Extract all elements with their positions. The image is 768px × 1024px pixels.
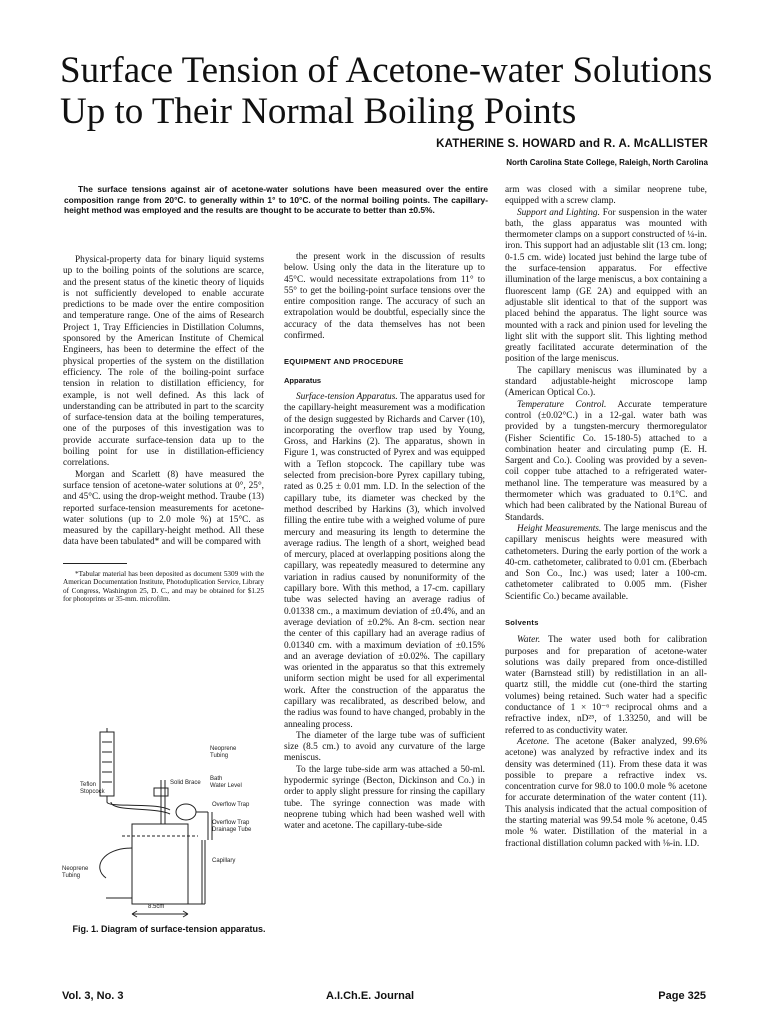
footnote-divider [63, 563, 127, 564]
subsection-heading: Apparatus [284, 375, 322, 385]
label-teflon-stopcock: Teflon Stopcock [80, 782, 105, 795]
paragraph: the present work in the discussion of results below. Using only the data in the literature up to 45°C. would necessitate extrapolations from 11° to 55° to get the boiling-point surface tensions over the entire composition range. The accuracy of such an extrapolation would be doubtful, especially since the accuracy of the data themselves has not been confirmed. [284, 252, 485, 342]
footer-page-number: Page 325 [658, 990, 706, 1002]
paragraph [505, 737, 707, 850]
section-heading: EQUIPMENT AND PROCEDURE [284, 357, 404, 367]
label-capillary: Capillary [212, 858, 236, 864]
paragraph-body: The large meniscus and the capillary meniscus heights were measured with cathetometers. During the early portion of the work a 40-cm. cathetometer, calibrated to 0.01 cm. (Eberbach and Son Co., Inc.) was used; later a 100-cm. cathetometer calibrated to 0.005 mm. (Fisher Scientific Co.) became available. [505, 523, 708, 602]
run-in-heading: Height Measurements. [517, 523, 602, 534]
paragraph: The diameter of the large tube was of sufficient size (8.5 cm.) to avoid any curvature of the large meniscus. [284, 730, 485, 764]
footnote: *Tabular material has been deposited as document 5309 with the American Documentation Institute, Photoduplication Service, Library of Congress, Washington 25, D. C., and may be obtained for $1.25 for photoprints or 35-mm. microfilm. [63, 569, 264, 603]
title-line-1: Surface Tension of Acetone-water Solutions [60, 50, 713, 91]
paragraph-body: The apparatus used for the capillary-height measurement was a modification of the design suggested by Richards and Carver (10), incorporating the overflow trap used by Young, Gross, and Harkins (2). The apparatus, shown in Figure 1, was constructed of Pyrex and was equipped with a Teflon stopcock. The capillary tube was selected from precision-bore Pyrex capillary tubing, rated as 0.25 ± 0.01 mm. I.D. In the selection of the capillary tube, its diameter was checked by the method described by Harkins (3), which involved filling the entire tube with a weighed volume of pure mercury and measuring its length to determine the average radius. The length of a short, weighed bead of mercury, placed at overlapping positions along the capillary, was repeatedly measured to determine any variation in radius caused by nonuniformity of the capillary bore. With this method, a 17-cm. capillary tube was selected having an average radius of 0.01338 cm., a maximum deviation of ±0.4%, and an average deviation of ±0.2%. An 8-cm. section near the center of this capillary had an average radius of 0.01340 cm. with a maximum deviation of ±0.15% and an average deviation of ±0.02%. The capillary was oriented in the apparatus so that this extremely uniform section might be used for all experimental work. After the construction of the apparatus the capillary was recalibrated, as described below, and the radius was found to have changed, probably in the annealing process. [284, 391, 485, 730]
run-in-heading: Support and Lighting. [517, 207, 600, 218]
run-in-heading: Surface-tension Apparatus. [296, 391, 398, 402]
article-title [60, 50, 720, 132]
paragraph-body: The water used both for calibration purposes and for preparation of acetone-water solutions was daily prepared from once-distilled water (Barnstead still) by redistillation in an all-quartz still, the middle cut (one-third the starting volumes) being retained. Such water had a specific conductance of 1 × 10⁻⁶ reciprocal ohms and a refractive index, nD²⁵, of 1.33250, and will be referred to as conductivity water. [505, 635, 707, 736]
figure-caption: Fig. 1. Diagram of surface-tension apparatus. [72, 924, 266, 934]
paragraph-body: For suspension in the water bath, the glass apparatus was mounted with thermometer clamps on a support constructed of ¼-in. iron. This support had an adjustable slit (13 cm. long; 0-1.5 cm. wide) located just behind the large tube of the surface-tension apparatus. For effective illumination of the large meniscus, a box containing a fluorescent lamp (GE 2A) and equipped with an adjustable slit identical to that of the support was placed behind the apparatus. The light source was mounted with a rack and pinion used for leveling the light slit with the support slit. This lighting method greatly facilitated accurate determination of the position of the large meniscus. [505, 207, 708, 365]
overflow-trap [176, 804, 196, 820]
paragraph: The capillary meniscus was illuminated by a standard adjustable-height microscope lamp (American Optical Co.). [505, 365, 707, 399]
author-affiliation: North Carolina State College, Raleigh, North Carolina [506, 158, 708, 167]
label-dimension: 8.5cm [148, 904, 165, 910]
paragraph [284, 392, 485, 731]
paragraph: arm was closed with a similar neoprene tube, equipped with a screw clamp. [505, 185, 707, 207]
paragraph-body: Accurate temperature control (±0.02°C.) in a 12-gal. water bath was provided by a tungsten-mercury thermoregulator (Fisher Scientific Co. 15-180-5) attached to a combination heater and circulating pump (E. H. Sargent and Co.). Cooling was provided by a seven-coil copper tube attached to a refrigerated water-methanol line. The temperature was measured by a thermometer which was graduated to 0.1°C. and which had been calibrated by the National Bureau of Standards. [505, 399, 707, 523]
section-heading: Solvents [505, 617, 539, 627]
paragraph: Morgan and Scarlett (8) have measured the surface tension of acetone-water solutions at 0°, 25°, and 45°C. using the drop-weight method. Traube (13) reported surface-tension measurements for acetone-water solutions (up to 2.0 mole %) at 15°C. as measured by the capillary-height method. All these data have been tabulated* and will be compared with [63, 469, 264, 548]
run-in-heading: Temperature Control. [517, 399, 607, 410]
paragraph [505, 400, 707, 524]
title-line-2: Up to Their Normal Boiling Points [60, 91, 577, 132]
paragraph-body: The acetone (Baker analyzed, 99.6% acetone) was analyzed by refractive index and its density was determined (11). From these data it was possible to prepare a refractive index vs. concentration curve for 98.0 to 100.0 mole % acetone for accurate determination of the water content (11). This analysis indicated that the actual composition of the starting material was 99.54 mole % acetone, 0.45 mole % water. Distillation of the material in a fractional distillation column packed with ⅛-in. I.D. [505, 736, 707, 849]
label-neoprene-tubing-top: Neoprene Tubing [210, 746, 237, 759]
label-overflow-trap: Overflow Trap [212, 802, 250, 808]
paragraph: Physical-property data for binary liquid systems up to the boiling points of the solutions are scarce, and the present status of the kinetic theory of liquids is not sufficiently developed to enable accurate predictions to be made over the entire composition and temperature range. One of the aims of Research Project 1, Tray Efficiencies in Distillation Columns, sponsored by the American Institute of Chemical Engineers, has been to determine the effect of the physical properties of the system on the distillation efficiency. The role of the boiling-point surface tension in relation to distillation efficiency, for example, is not well defined. As this lack of understanding can be attributed in part to the scarcity of surface-tension data at the boiling temperatures, one of the purposes of this investigation was to provide accurate surface-tension data up to the boiling point for use in distillation-efficiency correlations. [63, 255, 264, 469]
author-names: KATHERINE S. HOWARD and R. A. McALLISTER [436, 138, 708, 150]
run-in-heading: Water. [517, 635, 541, 646]
label-bath-water-level: Bath Water Level [210, 776, 242, 789]
figure-1-diagram [62, 728, 272, 922]
label-solid-brace: Solid Brace [170, 780, 201, 786]
paragraph: To the large tube-side arm was attached a 50-ml. hypodermic syringe (Becton, Dickinson and Co.) in order to apply slight pressure for rinsing the capillary tube. The syringe connection was made with neoprene tubing which had been washed well with water and acetone. The capillary-tube-side [284, 764, 485, 832]
text-column-1 [63, 255, 264, 603]
text-column-3 [505, 185, 707, 850]
paragraph [505, 524, 707, 603]
paragraph [505, 635, 707, 737]
run-in-heading: Acetone. [517, 736, 550, 747]
label-neoprene-tubing-left: Neoprene Tubing [62, 866, 89, 879]
abstract: The surface tensions against air of acetone-water solutions have been measured over the entire composition range from 20°C. to generally within 1° to 10°C. of the normal boiling points. The capillary-height method was employed and the results are thought to be accurate to better than ±0.5%. [64, 184, 488, 216]
footer-journal: A.I.Ch.E. Journal [326, 990, 415, 1002]
neoprene-tubing-left [100, 848, 132, 878]
text-column-2 [284, 252, 485, 833]
footer-volume: Vol. 3, No. 3 [62, 990, 124, 1002]
label-overflow-trap-drainage: Overflow Trap Drainage Tube [212, 820, 252, 833]
paragraph [505, 208, 707, 366]
